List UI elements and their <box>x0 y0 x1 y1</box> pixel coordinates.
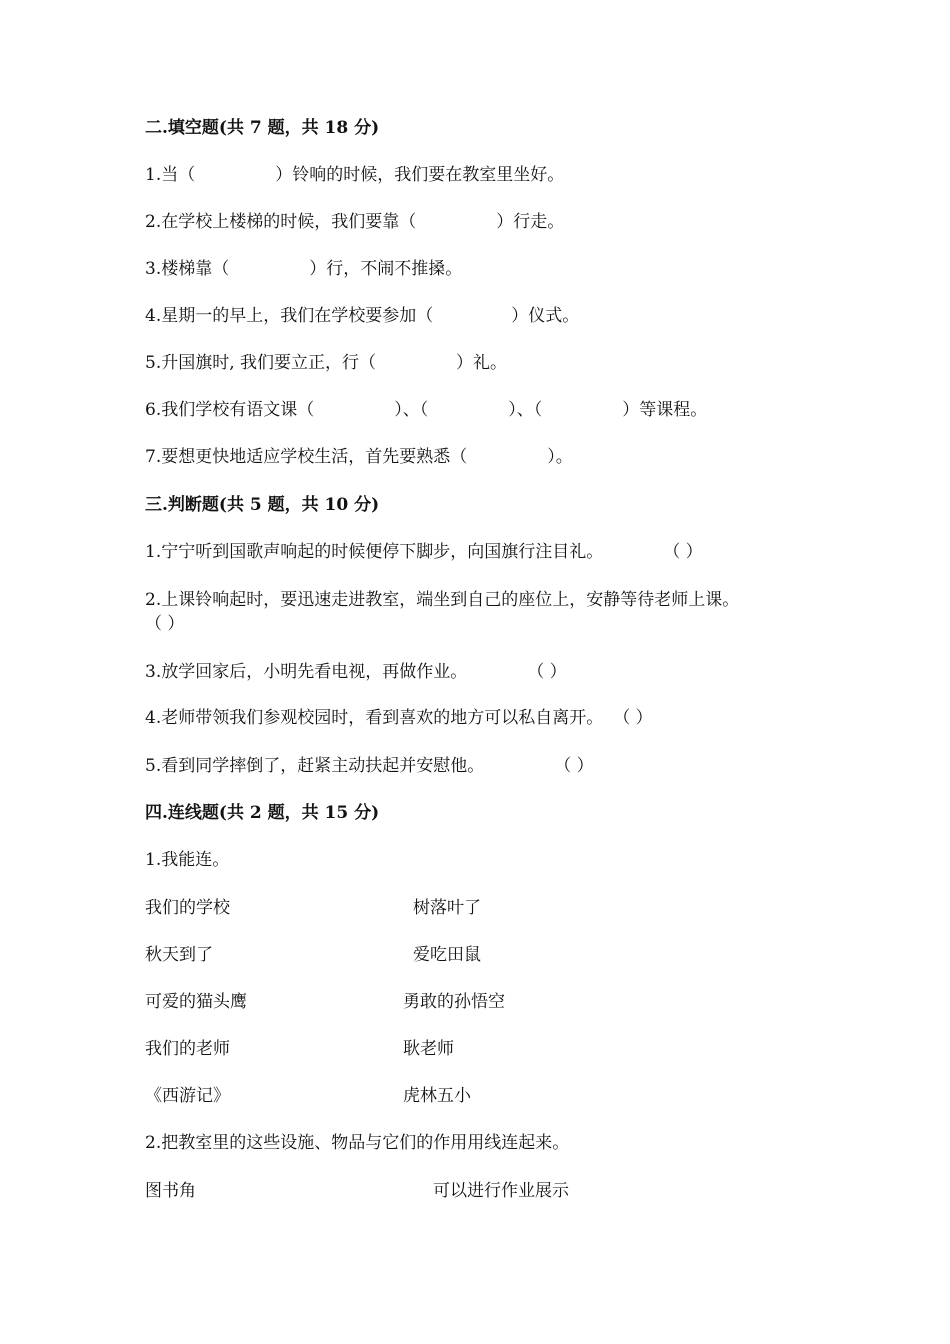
match-left-item[interactable]: 秋天到了 <box>145 945 213 965</box>
question-text: ）等课程。 <box>622 400 708 420</box>
question-text: 5.看到同学摔倒了，赶紧主动扶起并安慰他。 <box>145 756 485 776</box>
match-right-item[interactable]: 虎林五小 <box>403 1086 471 1106</box>
match-left-item[interactable]: 我们的老师 <box>145 1039 230 1059</box>
match-left-item[interactable]: 我们的学校 <box>145 898 230 918</box>
match-right-item[interactable]: 可以进行作业展示 <box>433 1181 569 1201</box>
question-text: 5.升国旗时, 我们要立正，行（ <box>145 353 377 373</box>
question-text: 6.我们学校有语文课（ <box>145 400 315 420</box>
match-left-item[interactable]: 图书角 <box>145 1181 196 1201</box>
question-text: ）行走。 <box>496 212 565 232</box>
question-judge-2 <box>145 588 805 636</box>
question-judge-3 <box>145 660 567 684</box>
question-text: 3.楼梯靠（ <box>145 259 230 279</box>
match-right-item[interactable]: 树落叶了 <box>413 898 481 918</box>
question-text: 2.在学校上楼梯的时候，我们要靠（ <box>145 212 417 232</box>
question-match-2-prompt: 2.把教室里的这些设施、物品与它们的作用用线连起来。 <box>145 1133 570 1153</box>
question-judge-5 <box>145 754 594 778</box>
section-heading-true-false: 三.判断题(共 5 题，共 10 分) <box>145 495 380 515</box>
question-fill-1 <box>145 163 564 187</box>
question-text: 7.要想更快地适应学校生活，首先要熟悉（ <box>145 447 468 467</box>
answer-parens[interactable]: （ ） <box>613 708 653 728</box>
question-fill-3 <box>145 257 462 281</box>
question-fill-2 <box>145 210 564 234</box>
question-text: 1.当（ <box>145 165 196 185</box>
question-judge-1 <box>145 540 703 564</box>
question-text: ）、（ <box>394 400 429 420</box>
question-judge-4 <box>145 706 653 730</box>
question-text: 1.宁宁听到国歌声响起的时候便停下脚步，向国旗行注目礼。 <box>145 542 604 562</box>
question-text: ）、（ <box>508 400 543 420</box>
answer-parens[interactable]: （ ） <box>554 756 594 776</box>
question-text: ）礼。 <box>456 353 508 373</box>
question-text: ）。 <box>547 447 573 467</box>
match-left-item[interactable]: 《西游记》 <box>145 1086 230 1106</box>
question-text: 3.放学回家后，小明先看电视，再做作业。 <box>145 662 468 682</box>
section-heading-fill-in: 二.填空题(共 7 题，共 18 分) <box>145 118 380 138</box>
answer-parens[interactable]: （ ） <box>527 662 567 682</box>
match-right-item[interactable]: 爱吃田鼠 <box>413 945 481 965</box>
match-right-item[interactable]: 耿老师 <box>403 1039 454 1059</box>
question-fill-4 <box>145 304 579 328</box>
answer-parens[interactable]: （ ） <box>145 614 185 634</box>
question-text: ）铃响的时候，我们要在教室里坐好。 <box>275 165 565 185</box>
match-left-item[interactable]: 可爱的猫头鹰 <box>145 992 247 1012</box>
question-fill-6 <box>145 398 707 422</box>
question-text: 2.上课铃响起时，要迅速走进教室，端坐到自己的座位上，安静等待老师上课。 <box>145 590 740 610</box>
answer-parens[interactable]: （ ） <box>663 542 703 562</box>
question-fill-7 <box>145 445 573 469</box>
section-heading-matching: 四.连线题(共 2 题，共 15 分) <box>145 803 380 823</box>
match-right-item[interactable]: 勇敢的孙悟空 <box>403 992 505 1012</box>
question-text: 4.星期一的早上，我们在学校要参加（ <box>145 306 434 326</box>
question-match-1-prompt: 1.我能连。 <box>145 850 230 870</box>
question-fill-5 <box>145 351 507 375</box>
question-text: 4.老师带领我们参观校园时，看到喜欢的地方可以私自离开。 <box>145 708 604 728</box>
question-text: ）仪式。 <box>511 306 580 326</box>
question-text: ）行，不闹不推搡。 <box>309 259 463 279</box>
